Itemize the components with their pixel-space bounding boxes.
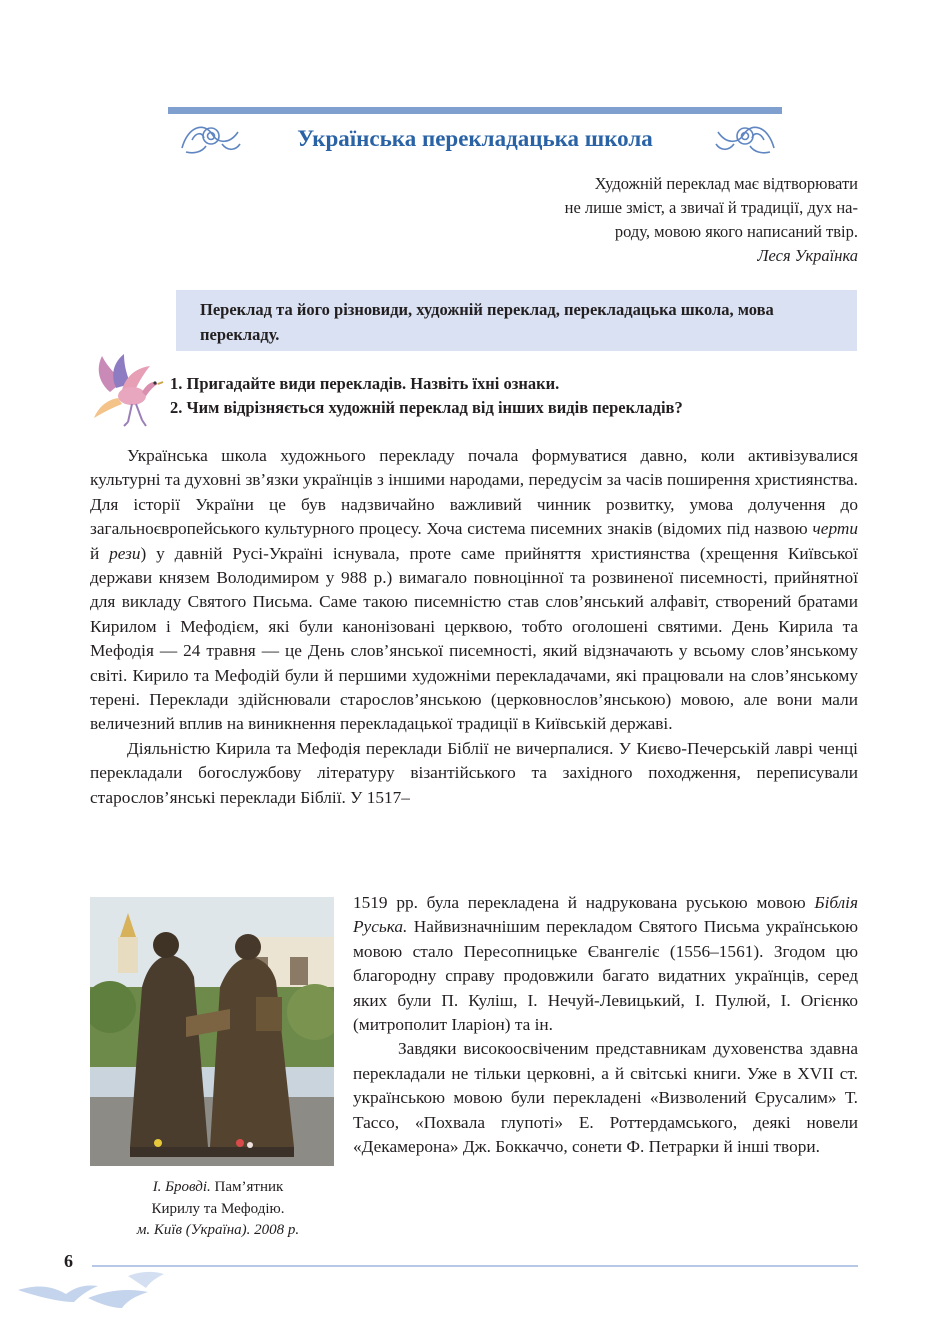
question-item: 1. Пригадайте види перекладів. Назвіть їхні ознаки. bbox=[170, 374, 560, 393]
epigraph-line: не лише зміст, а звичаї й традиції, дух на- bbox=[564, 198, 858, 217]
monument-photo bbox=[90, 897, 334, 1166]
italic-term: Біблія Руська. bbox=[353, 893, 858, 937]
paragraph bbox=[90, 444, 858, 737]
paragraph: Діяльністю Кирила та Мефодія переклади Біблії не вичерпалися. У Києво-Печерській лаврі ченці перекладали богослужбову літературу візантійського та західного походження, переписували старослов’янські переклади Біблії. У 1517– bbox=[90, 738, 858, 807]
italic-term: черти bbox=[812, 519, 858, 539]
epigraph bbox=[490, 172, 858, 268]
epigraph-line: роду, мовою якого написаний твір. bbox=[614, 222, 858, 241]
paragraph bbox=[353, 891, 858, 1037]
wrapped-text bbox=[353, 891, 858, 1159]
photo-caption bbox=[90, 1177, 346, 1242]
caption-text: Пам’ятник bbox=[210, 1179, 284, 1195]
caption-author: І. Бровді. bbox=[152, 1179, 211, 1195]
footer-line bbox=[92, 1265, 858, 1267]
page-number: 6 bbox=[64, 1251, 73, 1271]
question-list bbox=[170, 372, 860, 420]
text-span: Найвизначнішим перекладом Святого Письма українською мовою стало Пересопницьке Євангеліє (1556–1561). Згодом цю благородну справу продовжили багато видатних українців, серед яких були П. Куліш, І. Нечуй-Левицький, І. Пулюй, І. Огієнко (митрополит Іларіон) та ін. bbox=[353, 917, 858, 1035]
keywords-box: Переклад та його різновиди, художній переклад, перекладацька школа, мова перекладу. bbox=[176, 290, 857, 351]
epigraph-author: Леся Українка bbox=[757, 246, 858, 265]
question-item: 2. Чим відрізняється художній переклад від інших видів перекладів? bbox=[170, 398, 683, 417]
text-span: ) у давній Русі-Україні існувала, проте саме прийняття християнства (хрещення Київської держави князем Володимиром у 988 р.) вимагало повноцінної та розвиненої писемності, прийнятної для викладу Святого Письма. Саме такою писемністю став слов’янський алфавіт, створений братами Кирилом і Мефодієм, які були канонізовані церквою, тобто оголошені святими. День Кирила та Мефодія — 24 травня — це День слов’янської писемності, який відзначають у всьому слов’янському світі. Кирило та Мефодій були й першими художніми перекладачами, які працювали на слов’янському терені. Переклади здійснювали старослов’янською (церковнослов’янською) мовою, але вони мали величезний вплив на виникнення перекладацької традиції в Київській державі. bbox=[90, 543, 858, 734]
paragraph: Завдяки високоосвіченим представникам духовенства здавна перекладали не тільки церковні, а й світські книги. Уже в XVII ст. українською мовою були перекладені «Визволений Єрусалим» Т. Тассо, «Похвала глупоті» Е. Роттердамського, деякі новели «Декамерона» Дж. Боккаччо, сонети Ф. Петрарки й інші твори. bbox=[353, 1039, 858, 1157]
page-title: Українська перекладацька школа bbox=[297, 126, 653, 151]
header-bar bbox=[168, 107, 782, 114]
caption-line: Кирилу та Мефодію. bbox=[151, 1200, 285, 1217]
floral-ornament-icon bbox=[178, 118, 244, 156]
italic-term: рези bbox=[109, 543, 141, 563]
caption-line bbox=[90, 1177, 346, 1199]
text-span: 1519 рр. була перекладена й надрукована руською мовою bbox=[353, 893, 815, 912]
floral-ornament-icon bbox=[712, 118, 778, 156]
main-text bbox=[90, 444, 858, 810]
text-span: й bbox=[90, 543, 110, 563]
bird-icon bbox=[92, 352, 164, 430]
epigraph-line: Художній переклад має відтворювати bbox=[594, 174, 858, 193]
text-span: Українська школа художнього перекладу почала формуватися давно, коли активізувалися культурні та духовні зв’язки українців з іншими народами, передусім за часів поширення християнства. Для історії України це був надзвичайно важливий чинник розвитку, умова долучення до загальноєвропейського культурного процесу. Хоча система писемних знаків (відомих під назвою bbox=[90, 446, 858, 539]
caption-line bbox=[90, 1220, 346, 1242]
flying-birds-icon bbox=[18, 1268, 168, 1318]
caption-place: м. Київ (Україна). 2008 р. bbox=[136, 1222, 300, 1238]
